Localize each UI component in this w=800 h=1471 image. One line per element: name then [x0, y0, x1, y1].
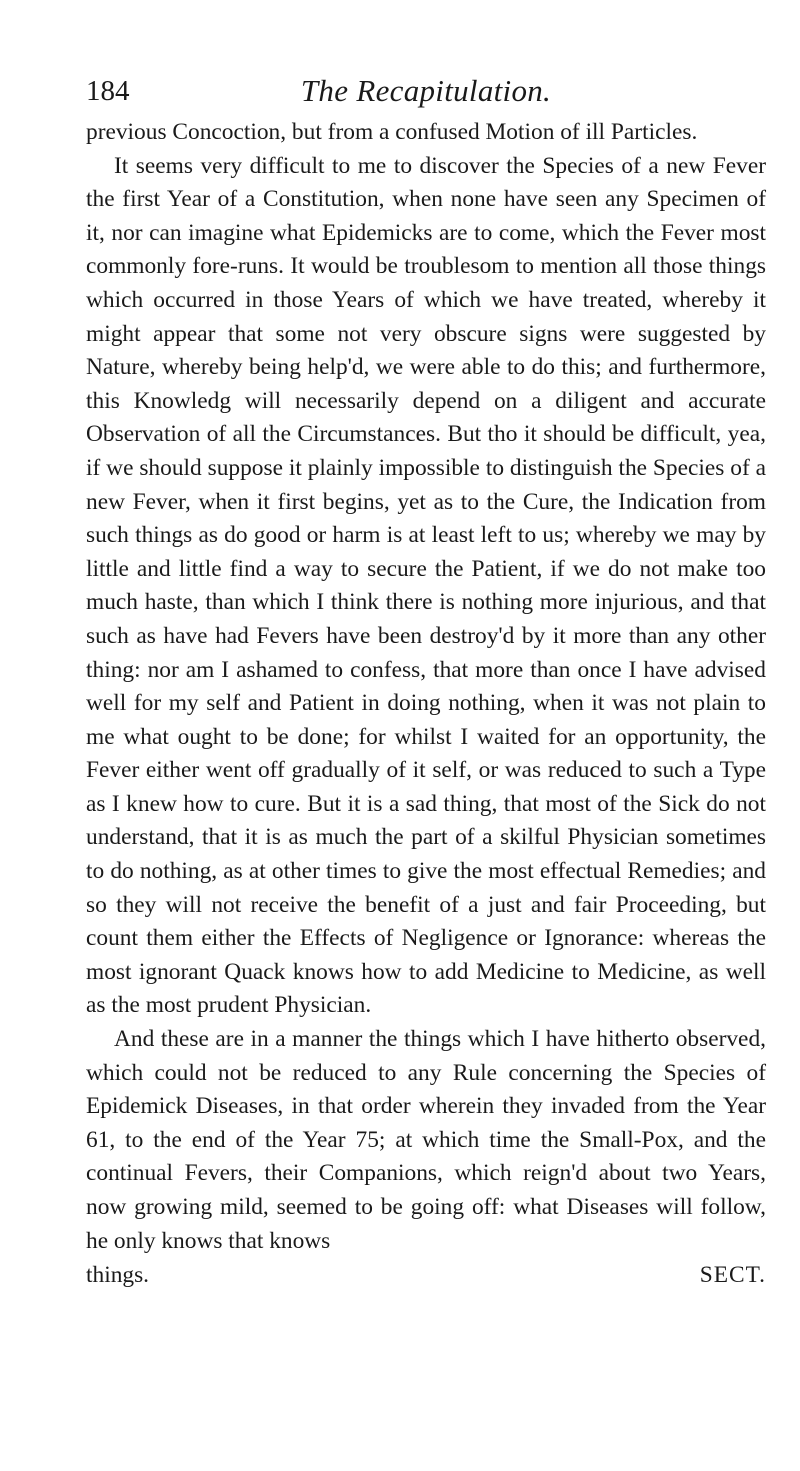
- paragraph-observations: And these are in a manner the things which I have hitherto observed, which could not be reduced to any Rule concerning the Species of Epidemick Diseases, in that order wherein they invaded from the Year 61, to the end of the Year 75; at which time the Small-Pox, and the continual Fevers, their Companions, which reign'd about two Years, now growing mild, seemed to be going off: what Diseases will follow, he only knows that knows: [86, 1026, 766, 1254]
- catchword: SECT.: [699, 1262, 766, 1289]
- page-number: 184: [86, 75, 130, 107]
- page-footer: [86, 1260, 766, 1290]
- page-header: [86, 70, 766, 112]
- running-head: The Recapitulation.: [300, 73, 552, 108]
- paragraph-new-fever: It seems very difficult to me to discover the Species of a new Fever the first Year of a Constitution, when none have seen any Specimen of it, nor can imagine what Epidemicks are to come, which the Fever most commonly fore-runs. It would be troublesom to mention all those things which occurred in those Years of which we have treated, whereby it might appear that some not very obscure signs were suggested by Nature, whereby being help'd, we were able to do this; and furthermore, this Knowledg will necessarily depend on a diligent and accurate Observation of all the Circumstances. But tho it should be difficult, yea, if we should suppose it plainly impossible to distinguish the Species of a new Fever, when it first begins, yet as to the Cure, the Indication from such things as do good or harm is at least left to us; whereby we may by little and little find a way to secure the Patient, if we do not make too much haste, than which I think there is nothing more injurious, and that such as have had Fevers have been destroy'd by it more than any other thing: nor am I ashamed to confess, that more than once I have advised well for my self and Patient in doing nothing, when it was not plain to me what ought to be done; for whilst I waited for an opportunity, the Fever either went off gradually of it self, or was reduced to such a Type as I knew how to cure. But it is a sad thing, that most of the Sick do not understand, that it is as much the part of a skilful Physician sometimes to do nothing, as at other times to give the most effectual Remedies; and so they will not receive the benefit of a just and fair Proceeding, but count them either the Effects of Negligence or Ignorance: whereas the most ignorant Quack knows how to add Medicine to Medicine, as well as the most prudent Physician.: [86, 152, 766, 1019]
- paragraph-continuation: previous Concoction, but from a confused Motion of ill Particles.: [86, 119, 698, 145]
- body-text: [86, 116, 766, 1258]
- footer-leading-word: things.: [86, 1262, 150, 1289]
